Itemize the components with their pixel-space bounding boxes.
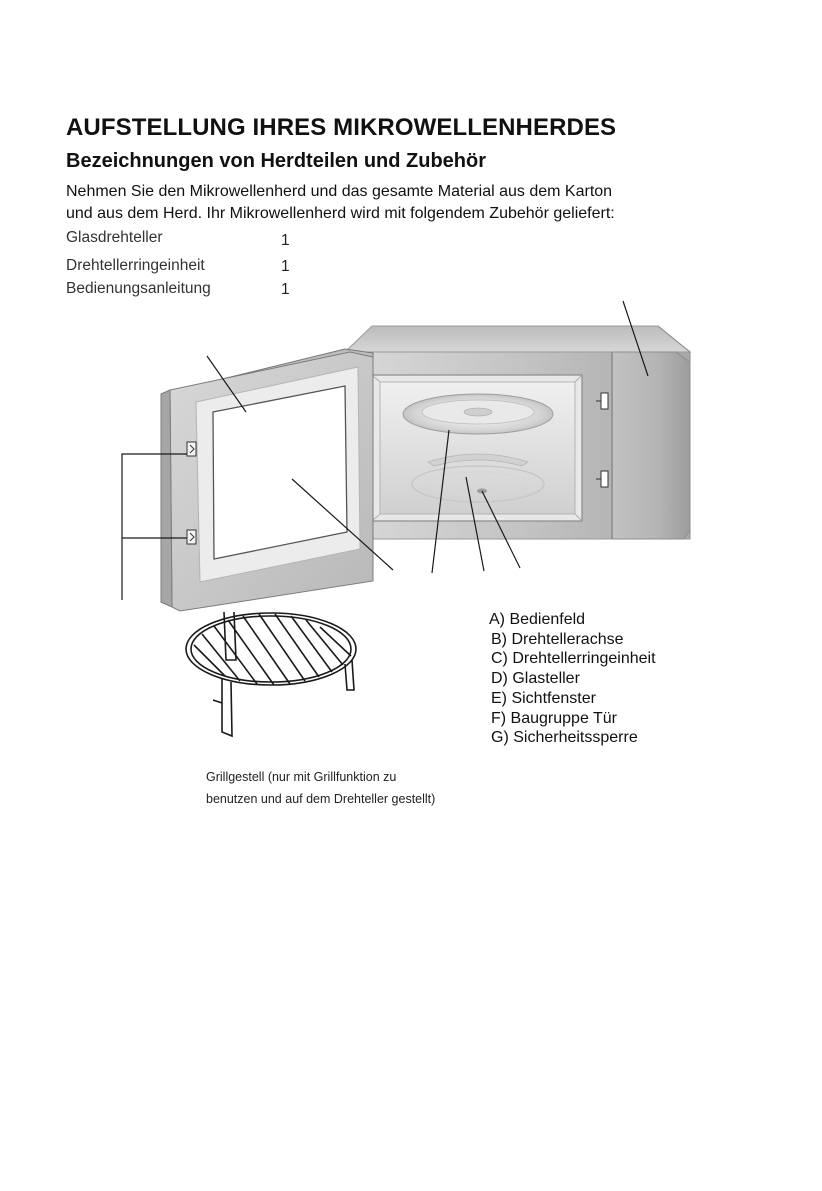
accessory-name: Bedienungsanleitung <box>66 280 211 297</box>
intro-line: und aus dem Herd. Ihr Mikrowellenherd wird mit folgendem Zubehör geliefert: <box>66 205 615 222</box>
grill-rack <box>186 612 356 736</box>
latch-hook-icon <box>187 530 196 544</box>
grill-rack-caption <box>206 766 435 810</box>
legend-item: B) Drehtellerachse <box>491 630 624 648</box>
accessory-qty: 1 <box>281 258 290 275</box>
intro-line: Nehmen Sie den Mikrowellenherd und das gesamte Material aus dem Karton <box>66 183 613 200</box>
page-subtitle: Bezeichnungen von Herdteilen und Zubehör <box>66 150 487 172</box>
legend-item: C) Drehtellerringeinheit <box>491 650 656 668</box>
accessory-qty: 1 <box>281 281 290 298</box>
latch-hook-icon <box>187 442 196 456</box>
legend-item: G) Sicherheitssperre <box>491 729 638 747</box>
legend-item: E) Sichtfenster <box>491 689 596 707</box>
legend-item: F) Baugruppe Tür <box>491 709 617 727</box>
oven-cavity <box>372 375 582 521</box>
accessory-name: Glasdrehteller <box>66 229 163 246</box>
accessory-name: Drehtellerringeinheit <box>66 257 205 274</box>
page-title: AUFSTELLUNG IHRES MIKROWELLENHERDES <box>66 114 617 141</box>
legend-item: A) Bedienfeld <box>489 611 586 628</box>
parts-legend <box>489 610 656 748</box>
door-assembly <box>161 349 373 611</box>
control-panel <box>612 352 690 539</box>
caption-line: Grillgestell (nur mit Grillfunktion zu <box>206 770 397 784</box>
accessory-qty: 1 <box>281 232 290 249</box>
caption-line: benutzen und auf dem Drehteller gestellt) <box>206 792 436 806</box>
legend-item: D) Glasteller <box>491 670 580 688</box>
